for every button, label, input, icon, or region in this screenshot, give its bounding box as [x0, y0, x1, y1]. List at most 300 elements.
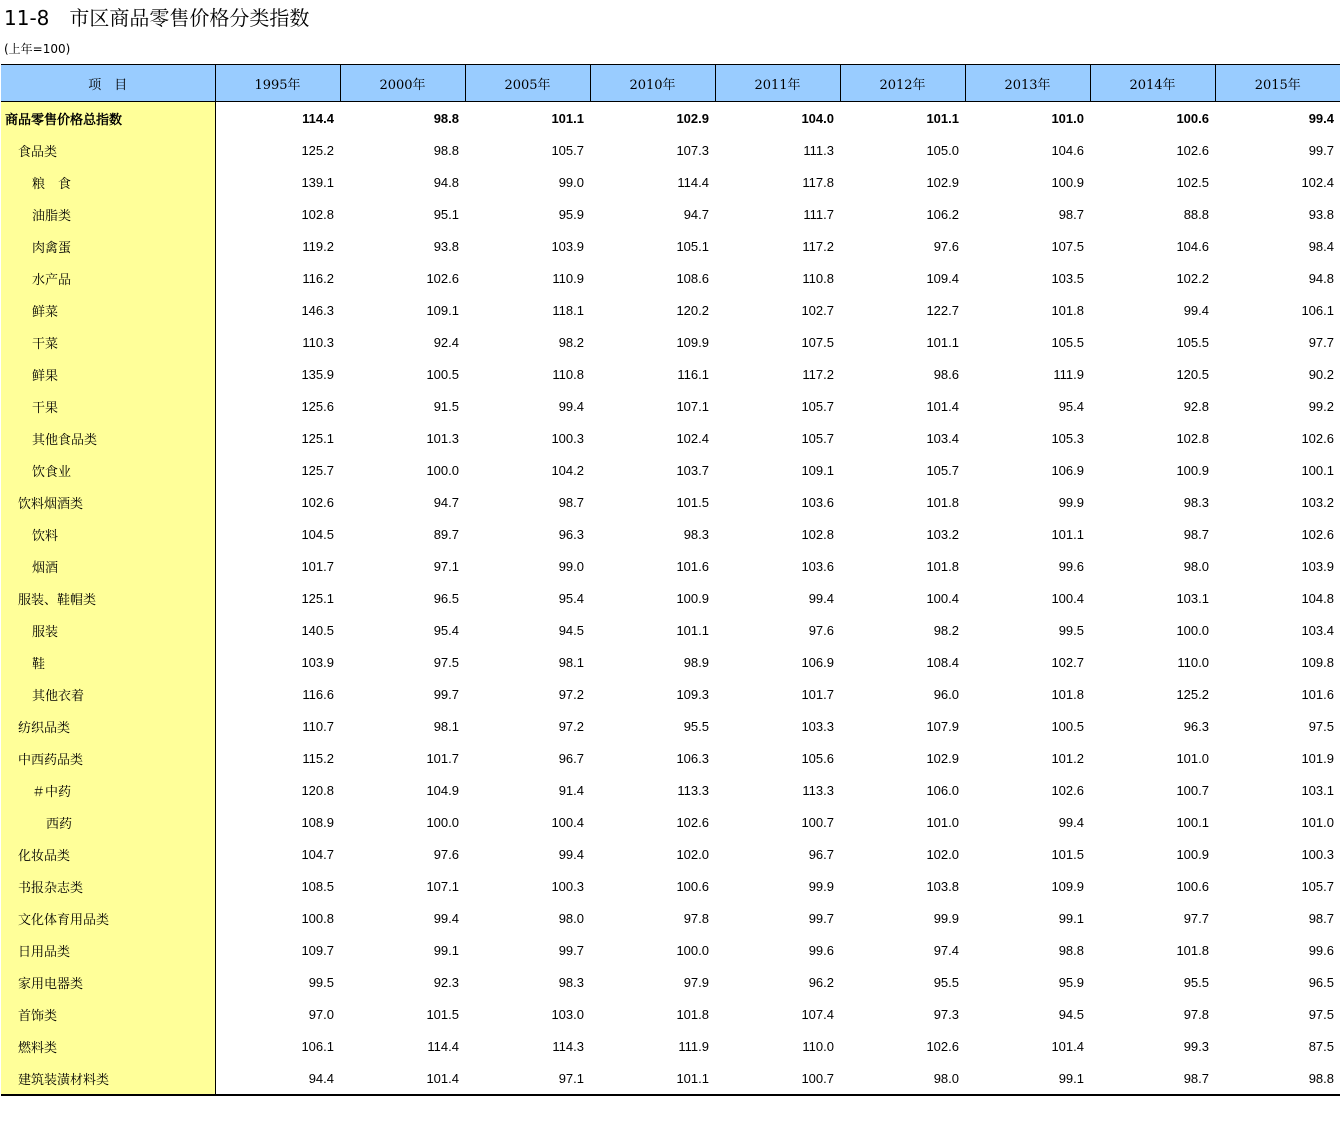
table-cell: 107.3: [676, 142, 709, 158]
table-row: [1, 390, 1340, 422]
table-cell: 101.0: [1176, 750, 1209, 766]
table-cell: 95.5: [933, 974, 959, 990]
table-cell: 94.8: [1308, 270, 1334, 286]
table-cell: 99.4: [433, 910, 459, 926]
table-cell: 98.6: [933, 366, 959, 382]
table-cell: 100.9: [1051, 174, 1084, 190]
table-cell: 99.4: [1308, 110, 1334, 126]
table-cell: 114.4: [677, 174, 709, 190]
table-cell: 99.7: [558, 942, 584, 958]
table-cell: 96.2: [808, 974, 834, 990]
table-cell: 104.2: [551, 462, 584, 478]
table-cell: 100.7: [715, 1062, 840, 1095]
table-cell: 109.1: [801, 462, 834, 478]
table-cell: 101.1: [676, 622, 709, 638]
table-cell: 98.3: [1183, 494, 1209, 510]
table-cell: 105.5: [1051, 334, 1084, 350]
row-label: 油脂类: [1, 198, 215, 230]
table-cell: 103.3: [801, 718, 834, 734]
table-cell: 95.9: [1058, 974, 1084, 990]
table-cell: 88.8: [1183, 206, 1209, 222]
table-cell: 99.4: [558, 846, 584, 862]
table-cell: 108.5: [301, 878, 334, 894]
table-cell: 101.6: [1301, 686, 1334, 702]
table-cell: 101.8: [1051, 302, 1084, 318]
column-header-year: 1995年: [215, 65, 340, 102]
table-cell: 104.0: [801, 110, 834, 126]
table-cell: 99.5: [308, 974, 334, 990]
row-label: 服装: [1, 614, 215, 646]
table-cell: 109.9: [676, 334, 709, 350]
table-cell: 99.0: [558, 558, 584, 574]
table-cell: 125.2: [1176, 686, 1209, 702]
row-label: 饮料: [1, 518, 215, 550]
table-cell: 97.2: [558, 686, 584, 702]
table-row: [1, 294, 1340, 326]
table-cell: 102.6: [301, 494, 334, 510]
table-cell: 108.9: [301, 814, 334, 830]
table-cell: 96.3: [558, 526, 584, 542]
table-cell: 103.6: [801, 558, 834, 574]
table-cell: 101.0: [1051, 110, 1084, 126]
column-header-year: 2015年: [1215, 65, 1340, 102]
table-row: [1, 198, 1340, 230]
table-cell: 105.1: [676, 238, 709, 254]
row-label: 日用品类: [1, 934, 215, 966]
table-row: [1, 454, 1340, 486]
table-cell: 102.6: [1301, 430, 1334, 446]
row-label: 食品类: [1, 134, 215, 166]
table-cell: 102.9: [926, 750, 959, 766]
row-label: 中西药品类: [1, 742, 215, 774]
table-cell: 105.3: [1051, 430, 1084, 446]
table-cell: 117.2: [802, 238, 834, 254]
table-cell: 99.0: [558, 174, 584, 190]
table-cell: 94.8: [433, 174, 459, 190]
table-cell: 97.4: [933, 942, 959, 958]
table-cell: 97.1: [433, 558, 459, 574]
table-cell: 120.5: [1176, 366, 1209, 382]
row-label: 化妆品类: [1, 838, 215, 870]
row-label: 饮食业: [1, 454, 215, 486]
table-cell: 97.8: [683, 910, 709, 926]
table-cell: 110.9: [552, 270, 584, 286]
table-cell: 96.7: [808, 846, 834, 862]
table-cell: 102.9: [676, 110, 709, 126]
column-header-year: 2014年: [1090, 65, 1215, 102]
table-cell: 100.8: [301, 910, 334, 926]
row-label: 烟酒: [1, 550, 215, 582]
table-cell: 102.8: [1176, 430, 1209, 446]
table-cell: 99.2: [1308, 398, 1334, 414]
table-cell: 96.7: [558, 750, 584, 766]
table-cell: 100.9: [1176, 846, 1209, 862]
table-body: [1, 102, 1340, 1096]
table-cell: 94.7: [683, 206, 709, 222]
table-row: [1, 966, 1340, 998]
table-cell: 116.6: [302, 686, 334, 702]
table-cell: 98.2: [933, 622, 959, 638]
row-label: 商品零售价格总指数: [1, 102, 215, 135]
table-row: [1, 870, 1340, 902]
table-cell: 101.7: [426, 750, 459, 766]
table-cell: 106.2: [926, 206, 959, 222]
table-cell: 101.3: [426, 430, 459, 446]
table-row: [1, 166, 1340, 198]
table-cell: 104.5: [301, 526, 334, 542]
table-cell: 107.9: [926, 718, 959, 734]
table-row: [1, 1030, 1340, 1062]
table-cell: 125.7: [301, 462, 334, 478]
table-cell: 106.3: [676, 750, 709, 766]
table-cell: 125.1: [301, 590, 334, 606]
table-cell: 117.8: [802, 174, 834, 190]
table-cell: 95.4: [558, 590, 584, 606]
table-cell: 101.1: [1051, 526, 1084, 542]
table-cell: 119.2: [302, 238, 334, 254]
table-cell: 107.5: [1051, 238, 1084, 254]
table-cell: 101.8: [1051, 686, 1084, 702]
table-cell: 97.6: [808, 622, 834, 638]
table-row: [1, 230, 1340, 262]
table-cell: 101.7: [301, 558, 334, 574]
table-cell: 98.9: [683, 654, 709, 670]
table-cell: 103.1: [1301, 782, 1334, 798]
table-cell: 109.3: [676, 686, 709, 702]
table-cell: 98.7: [1058, 206, 1084, 222]
table-cell: 125.1: [301, 430, 334, 446]
table-cell: 96.5: [1308, 974, 1334, 990]
row-label: 鲜菜: [1, 294, 215, 326]
table-cell: 102.8: [801, 526, 834, 542]
table-cell: 98.3: [558, 974, 584, 990]
table-row: [1, 1062, 1340, 1095]
row-label: 西药: [1, 806, 215, 838]
table-cell: 96.3: [1183, 718, 1209, 734]
table-cell: 100.0: [1176, 622, 1209, 638]
table-cell: 100.9: [676, 590, 709, 606]
row-label: 其他食品类: [1, 422, 215, 454]
table-row: [1, 422, 1340, 454]
table-cell: 105.5: [1176, 334, 1209, 350]
table-cell: 101.8: [1176, 942, 1209, 958]
table-cell: 98.7: [558, 494, 584, 510]
table-cell: 102.7: [1051, 654, 1084, 670]
table-cell: 100.1: [1176, 814, 1209, 830]
row-label: 建筑装潢材料类: [1, 1062, 215, 1095]
table-cell: 107.1: [676, 398, 709, 414]
table-cell: 110.8: [802, 270, 834, 286]
table-cell: 98.8: [1215, 1062, 1340, 1095]
table-cell: 106.1: [1301, 302, 1334, 318]
table-cell: 99.5: [1058, 622, 1084, 638]
table-cell: 101.4: [340, 1062, 465, 1095]
table-cell: 95.5: [1183, 974, 1209, 990]
table-cell: 101.1: [590, 1062, 715, 1095]
table-row: [1, 934, 1340, 966]
table-cell: 100.4: [1051, 590, 1084, 606]
table-cell: 92.3: [433, 974, 459, 990]
table-cell: 101.8: [926, 558, 959, 574]
table-cell: 135.9: [301, 366, 334, 382]
table-cell: 100.0: [676, 942, 709, 958]
column-header-year: 2010年: [590, 65, 715, 102]
table-cell: 111.7: [803, 206, 834, 222]
table-cell: 90.2: [1308, 366, 1334, 382]
row-label: 肉禽蛋: [1, 230, 215, 262]
table-cell: 114.4: [302, 110, 334, 126]
table-cell: 100.3: [551, 430, 584, 446]
table-cell: 95.1: [433, 206, 459, 222]
table-cell: 96.5: [433, 590, 459, 606]
table-cell: 98.0: [1183, 558, 1209, 574]
table-cell: 107.5: [801, 334, 834, 350]
table-cell: 95.4: [433, 622, 459, 638]
unit-note: (上年=100): [4, 42, 71, 56]
table-cell: 101.5: [426, 1006, 459, 1022]
table-cell: 99.9: [1058, 494, 1084, 510]
table-cell: 101.2: [1051, 750, 1084, 766]
table-cell: 105.7: [926, 462, 959, 478]
table-cell: 104.6: [1051, 142, 1084, 158]
table-cell: 102.6: [926, 1038, 959, 1054]
row-label: 干菜: [1, 326, 215, 358]
table-cell: 98.7: [1308, 910, 1334, 926]
row-label: 粮 食: [1, 166, 215, 198]
table-cell: 146.3: [301, 302, 334, 318]
table-cell: 101.8: [926, 494, 959, 510]
table-cell: 97.7: [1183, 910, 1209, 926]
table-cell: 101.1: [926, 110, 959, 126]
table-cell: 98.0: [558, 910, 584, 926]
table-cell: 104.8: [1301, 590, 1334, 606]
table-cell: 120.8: [301, 782, 334, 798]
table-cell: 110.8: [552, 366, 584, 382]
table-cell: 102.6: [676, 814, 709, 830]
table-cell: 106.9: [1051, 462, 1084, 478]
table-cell: 97.8: [1183, 1006, 1209, 1022]
table-row: [1, 262, 1340, 294]
row-label: 其他衣着: [1, 678, 215, 710]
table-cell: 105.7: [551, 142, 584, 158]
table-cell: 102.6: [1051, 782, 1084, 798]
table-cell: 106.9: [801, 654, 834, 670]
table-cell: 89.7: [433, 526, 459, 542]
table-row: [1, 710, 1340, 742]
table-cell: 102.8: [301, 206, 334, 222]
row-label: 纺织品类: [1, 710, 215, 742]
table-cell: 99.6: [1308, 942, 1334, 958]
table-cell: 110.3: [302, 334, 334, 350]
table-cell: 99.3: [1183, 1038, 1209, 1054]
table-row: [1, 134, 1340, 166]
table-header-row: [1, 65, 1340, 102]
table-cell: 101.6: [676, 558, 709, 574]
table-cell: 101.5: [676, 494, 709, 510]
table-row: [1, 742, 1340, 774]
table-row: [1, 838, 1340, 870]
table-cell: 92.4: [433, 334, 459, 350]
row-label: ＃中药: [1, 774, 215, 806]
table-cell: 99.6: [1058, 558, 1084, 574]
table-cell: 109.7: [301, 942, 334, 958]
table-cell: 102.2: [1176, 270, 1209, 286]
table-cell: 107.4: [801, 1006, 834, 1022]
table-cell: 103.4: [1301, 622, 1334, 638]
table-cell: 102.4: [1301, 174, 1334, 190]
table-cell: 102.9: [926, 174, 959, 190]
table-cell: 110.0: [1177, 654, 1209, 670]
table-cell: 102.0: [676, 846, 709, 862]
table-row: [1, 326, 1340, 358]
table-row: [1, 806, 1340, 838]
table-row: [1, 614, 1340, 646]
table-cell: 103.9: [301, 654, 334, 670]
table-cell: 97.6: [433, 846, 459, 862]
row-label: 饮料烟酒类: [1, 486, 215, 518]
column-header-year: 2011年: [715, 65, 840, 102]
row-label: 鞋: [1, 646, 215, 678]
table-cell: 99.4: [808, 590, 834, 606]
table-cell: 114.3: [552, 1038, 584, 1054]
table-cell: 91.5: [433, 398, 459, 414]
table-row: [1, 998, 1340, 1030]
table-cell: 101.4: [926, 398, 959, 414]
table-cell: 100.7: [1176, 782, 1209, 798]
table-cell: 97.7: [1308, 334, 1334, 350]
table-cell: 104.9: [426, 782, 459, 798]
column-header-year: 2013年: [965, 65, 1090, 102]
table-row: [1, 678, 1340, 710]
table-cell: 102.6: [1301, 526, 1334, 542]
table-cell: 103.2: [1301, 494, 1334, 510]
table-cell: 125.2: [301, 142, 334, 158]
table-cell: 111.3: [803, 142, 834, 158]
table-cell: 102.7: [801, 302, 834, 318]
table-cell: 100.6: [1176, 110, 1209, 126]
table-cell: 99.4: [1183, 302, 1209, 318]
table-cell: 100.3: [551, 878, 584, 894]
table-cell: 100.1: [1301, 462, 1334, 478]
table-cell: 101.5: [1051, 846, 1084, 862]
column-header-item: 项 目: [1, 65, 215, 102]
table-cell: 110.7: [302, 718, 334, 734]
row-label: 干果: [1, 390, 215, 422]
table-row: [1, 486, 1340, 518]
table-cell: 95.5: [683, 718, 709, 734]
table-cell: 97.0: [308, 1006, 334, 1022]
row-label: 燃料类: [1, 1030, 215, 1062]
table-cell: 100.0: [426, 462, 459, 478]
table-cell: 103.0: [551, 1006, 584, 1022]
table-cell: 101.7: [801, 686, 834, 702]
row-label: 鲜果: [1, 358, 215, 390]
table-cell: 99.1: [433, 942, 459, 958]
table-cell: 102.6: [426, 270, 459, 286]
table-cell: 105.6: [801, 750, 834, 766]
table-cell: 139.1: [301, 174, 334, 190]
table-cell: 105.7: [801, 430, 834, 446]
table-cell: 101.1: [551, 110, 584, 126]
table-cell: 100.9: [1176, 462, 1209, 478]
table-cell: 97.3: [933, 1006, 959, 1022]
table-cell: 111.9: [678, 1038, 709, 1054]
table-cell: 103.4: [926, 430, 959, 446]
table-cell: 102.5: [1176, 174, 1209, 190]
table-cell: 104.7: [301, 846, 334, 862]
table-cell: 100.5: [1051, 718, 1084, 734]
table-cell: 105.7: [801, 398, 834, 414]
column-header-year: 2012年: [840, 65, 965, 102]
table-cell: 95.4: [1058, 398, 1084, 414]
table-cell: 108.4: [926, 654, 959, 670]
table-cell: 98.8: [1058, 942, 1084, 958]
table-row: [1, 774, 1340, 806]
table-row: [1, 646, 1340, 678]
table-cell: 97.5: [1308, 718, 1334, 734]
table-cell: 98.1: [433, 718, 459, 734]
table-cell: 97.6: [933, 238, 959, 254]
table-cell: 99.4: [558, 398, 584, 414]
table-cell: 102.6: [1176, 142, 1209, 158]
table-cell: 103.6: [801, 494, 834, 510]
table-cell: 94.5: [1058, 1006, 1084, 1022]
table-cell: 101.9: [1301, 750, 1334, 766]
table-cell: 103.7: [676, 462, 709, 478]
table-cell: 98.1: [558, 654, 584, 670]
table-cell: 103.5: [1051, 270, 1084, 286]
row-label: 服装、鞋帽类: [1, 582, 215, 614]
table-cell: 101.0: [1301, 814, 1334, 830]
table-cell: 101.1: [926, 334, 959, 350]
table-cell: 103.2: [926, 526, 959, 542]
table-cell: 93.8: [433, 238, 459, 254]
table-cell: 100.6: [676, 878, 709, 894]
table-cell: 118.1: [552, 302, 584, 318]
table-cell: 99.9: [808, 878, 834, 894]
table-cell: 111.9: [1053, 366, 1084, 382]
table-cell: 101.8: [676, 1006, 709, 1022]
table-cell: 98.8: [433, 142, 459, 158]
table-cell: 108.6: [676, 270, 709, 286]
table-cell: 98.8: [433, 110, 459, 126]
table-cell: 106.1: [301, 1038, 334, 1054]
table-cell: 98.2: [558, 334, 584, 350]
table-cell: 99.9: [933, 910, 959, 926]
column-header-year: 2005年: [465, 65, 590, 102]
table-cell: 109.8: [1301, 654, 1334, 670]
table-row: [1, 902, 1340, 934]
table-cell: 98.7: [1183, 526, 1209, 542]
table-cell: 109.1: [426, 302, 459, 318]
table-cell: 97.5: [433, 654, 459, 670]
table-cell: 99.7: [808, 910, 834, 926]
table-row: [1, 102, 1340, 135]
table-cell: 104.6: [1176, 238, 1209, 254]
table-cell: 101.4: [1051, 1038, 1084, 1054]
table-cell: 106.0: [926, 782, 959, 798]
table-row: [1, 550, 1340, 582]
table-cell: 98.3: [683, 526, 709, 542]
table-cell: 97.5: [1308, 1006, 1334, 1022]
table-cell: 117.2: [802, 366, 834, 382]
table-cell: 100.7: [801, 814, 834, 830]
table-cell: 114.4: [427, 1038, 459, 1054]
table-cell: 103.9: [1301, 558, 1334, 574]
table-row: [1, 582, 1340, 614]
page-title: 11-8 市区商品零售价格分类指数: [4, 6, 310, 30]
table-cell: 120.2: [676, 302, 709, 318]
